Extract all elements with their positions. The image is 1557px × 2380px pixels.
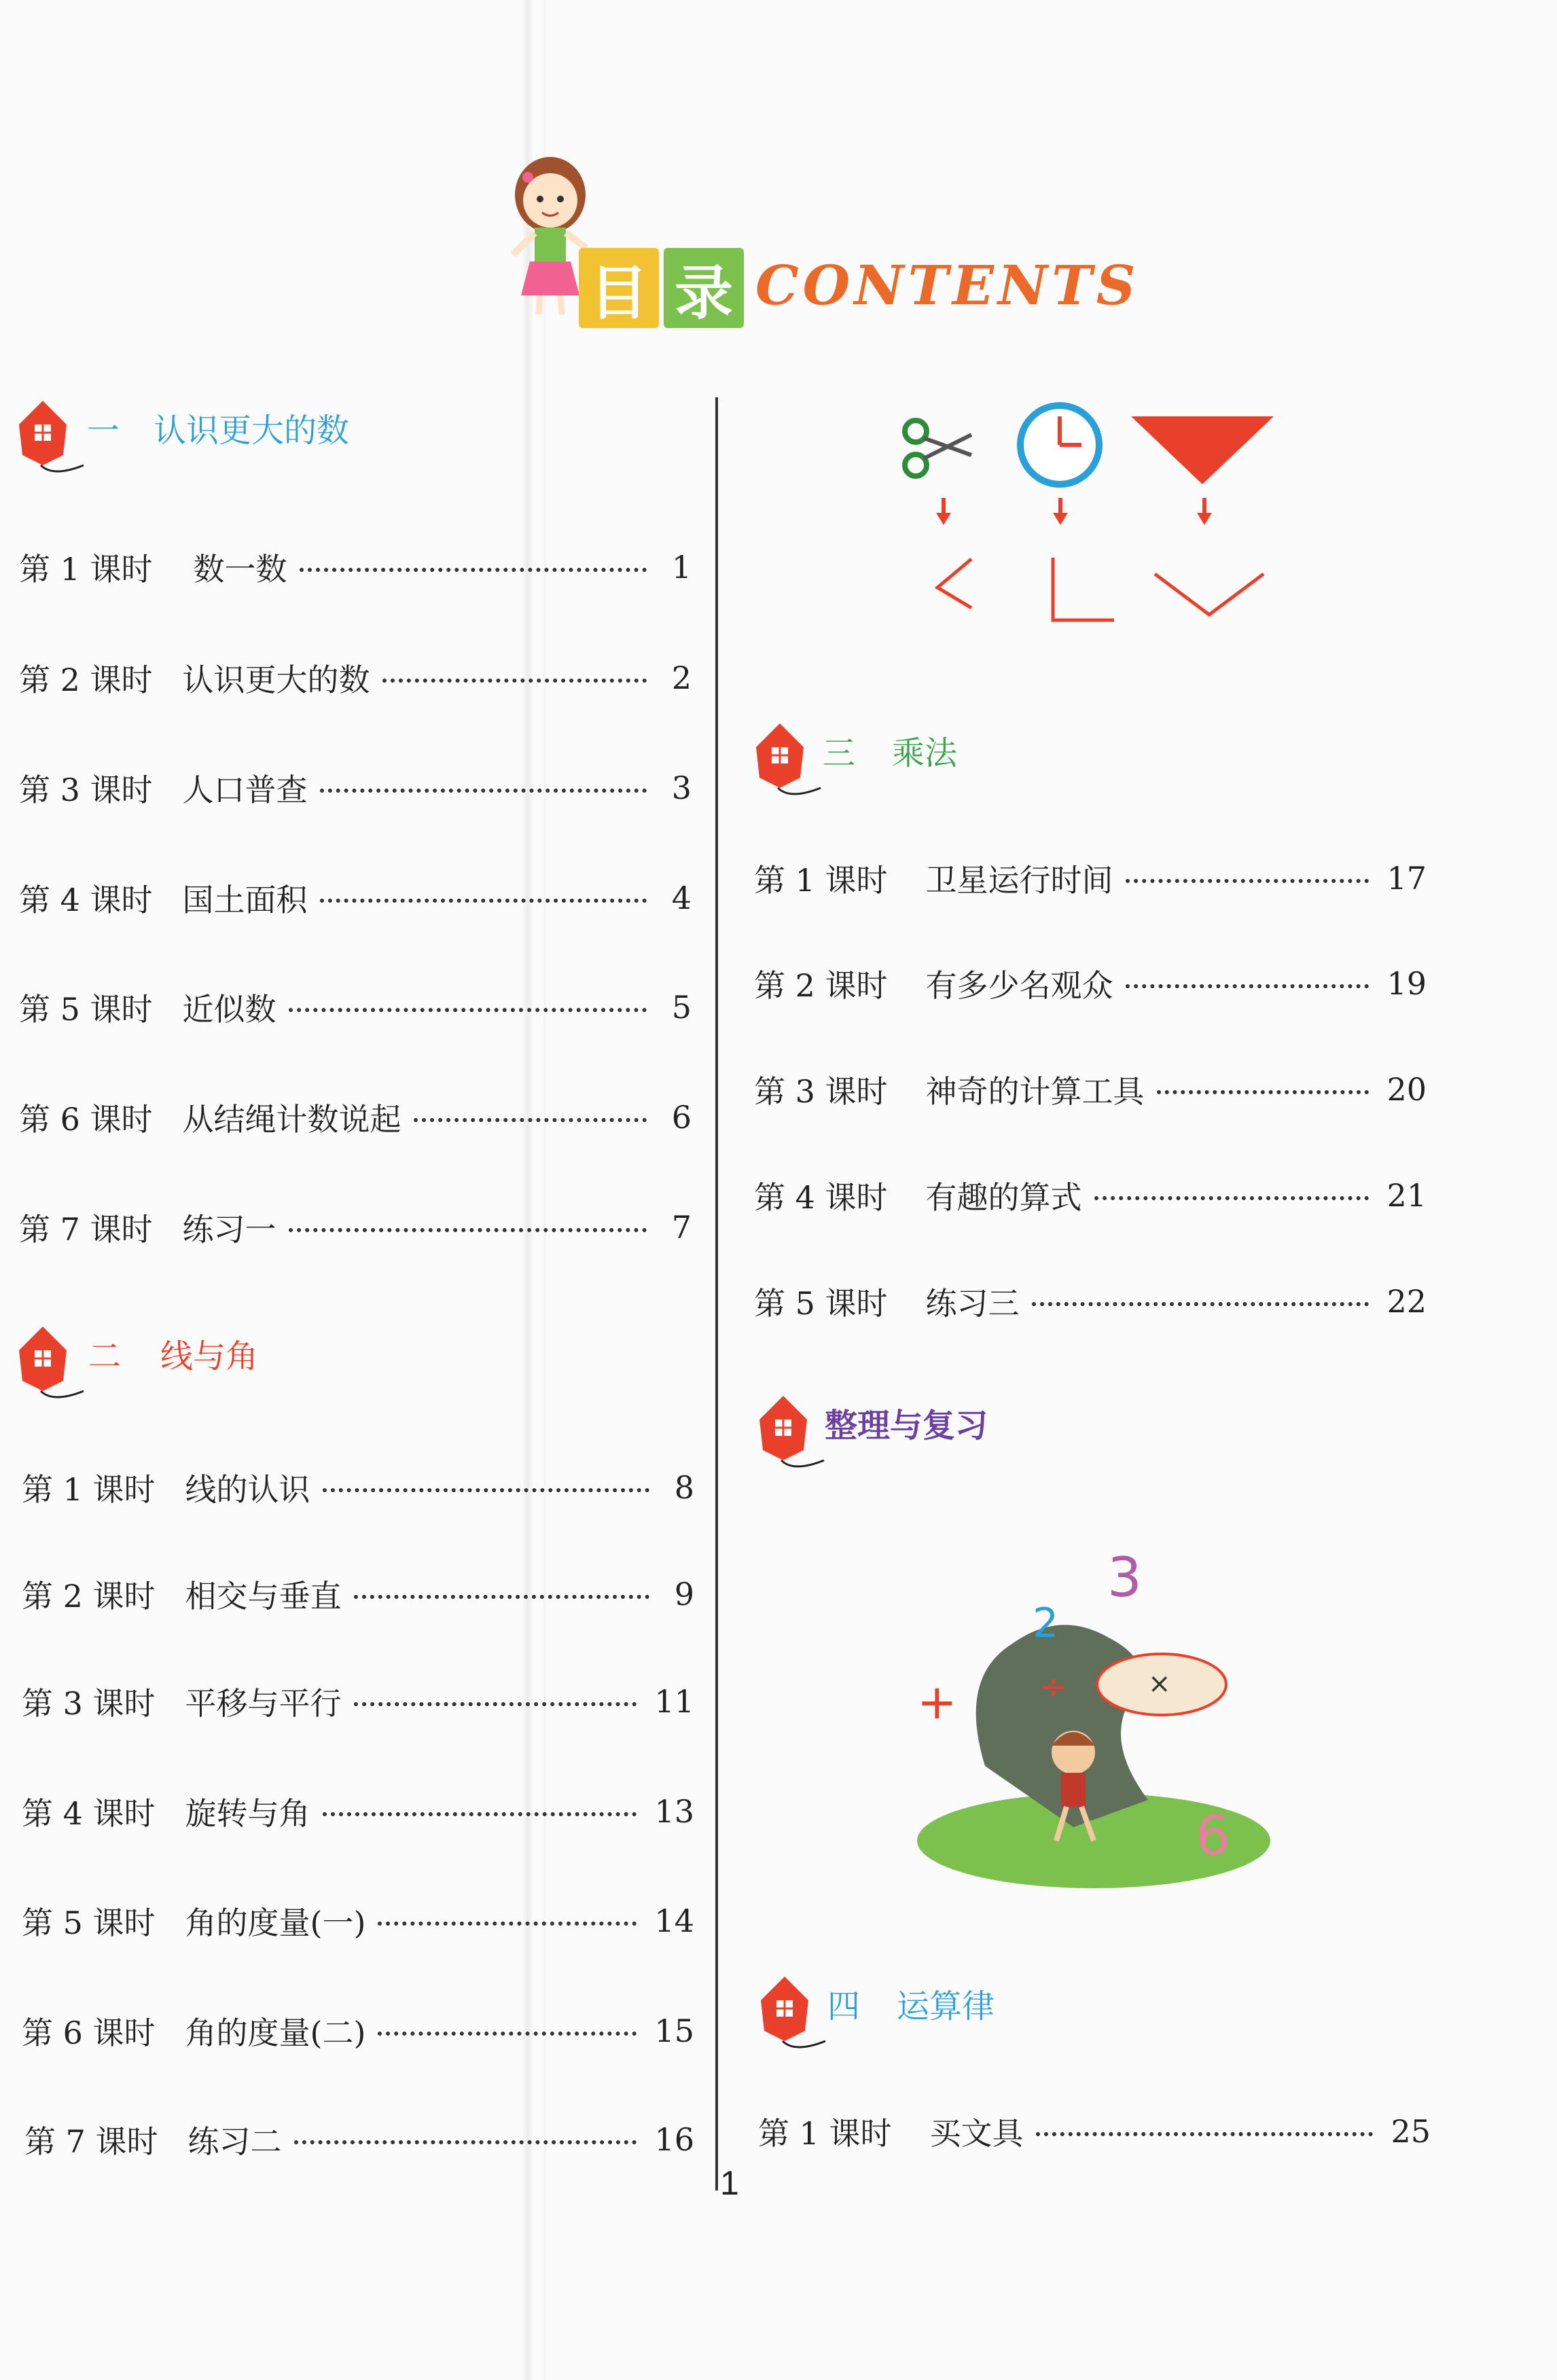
section-number: 四	[827, 1987, 861, 2025]
toc-entry[interactable]	[22, 1674, 694, 1729]
lesson-label: 第 5 课时	[754, 1285, 888, 1322]
page-number: 13	[654, 1793, 694, 1830]
dot-leader	[1126, 984, 1370, 988]
page-number: 21	[1386, 1177, 1427, 1214]
svg-text:+: +	[917, 1674, 957, 1730]
toc-entry[interactable]	[19, 1200, 692, 1255]
pencil-house-icon	[12, 397, 87, 479]
toc-entry[interactable]	[754, 1274, 1427, 1329]
page-number: 6	[671, 1099, 692, 1136]
pencil-house-icon	[749, 720, 824, 801]
lesson-label: 第 6 课时	[22, 2015, 156, 2051]
section-title: 乘法	[892, 734, 958, 772]
lesson-label: 第 3 课时	[19, 772, 153, 808]
toc-header	[489, 153, 1140, 329]
dot-leader	[354, 1595, 649, 1599]
toc-entry[interactable]	[22, 1894, 694, 1948]
dot-leader	[1036, 2132, 1374, 2136]
lesson-topic: 相交与垂直	[185, 1578, 342, 1615]
number-six: 6	[1196, 1804, 1230, 1867]
section-title: 运算律	[897, 1987, 995, 2025]
page-number: 11	[654, 1683, 694, 1720]
page-number: 22	[1386, 1283, 1427, 1320]
lesson-topic: 练习二	[187, 2123, 282, 2160]
number-three: 3	[1107, 1546, 1142, 1609]
page-footer-number: 1	[720, 2164, 739, 2202]
lesson-label: 第 2 课时	[22, 1578, 156, 1615]
lesson-label: 第 1 课时	[754, 862, 888, 899]
section-heading-review	[753, 1392, 1228, 1488]
down-arrows	[936, 498, 1212, 525]
lesson-topic: 卫星运行时间	[925, 862, 1113, 899]
page-number: 17	[1386, 860, 1427, 897]
section-number: 三	[823, 734, 856, 772]
lesson-label: 第 5 课时	[19, 991, 153, 1028]
pencil-house-icon	[754, 1973, 829, 2055]
column-divider	[715, 397, 718, 2190]
toc-entry[interactable]	[19, 651, 692, 705]
lesson-label: 第 4 课时	[19, 882, 153, 918]
section-heading-4	[754, 1973, 1230, 2068]
lesson-topic: 神奇的计算工具	[925, 1073, 1145, 1110]
svg-text:×: ×	[1148, 1668, 1171, 1699]
dot-leader	[289, 1228, 647, 1232]
lesson-label: 第 7 课时	[19, 1211, 153, 1248]
page-number: 15	[654, 2013, 694, 2049]
triangle-scarf-icon	[1131, 416, 1274, 484]
dot-leader	[294, 2140, 637, 2144]
dot-leader	[320, 899, 647, 903]
page-number: 20	[1386, 1071, 1427, 1108]
dot-leader	[289, 1008, 647, 1012]
lesson-topic: 人口普查	[182, 772, 308, 808]
lesson-label: 第 3 课时	[22, 1685, 156, 1722]
toc-entry[interactable]	[19, 980, 692, 1034]
lesson-topic: 有多少名观众	[925, 967, 1113, 1004]
page-number: 8	[674, 1469, 694, 1506]
dot-leader	[1157, 1090, 1370, 1094]
lesson-label: 第 1 课时	[758, 2115, 892, 2152]
lesson-label: 第 5 课时	[22, 1905, 156, 1941]
toc-entry[interactable]	[19, 871, 692, 925]
lesson-label: 第 4 课时	[22, 1795, 156, 1832]
toc-entry[interactable]	[19, 1090, 692, 1144]
lesson-topic: 国土面积	[182, 882, 308, 918]
lesson-label: 第 6 课时	[19, 1101, 153, 1138]
section-heading-2	[12, 1323, 488, 1418]
toc-entry[interactable]	[22, 1460, 694, 1515]
dot-leader	[1126, 879, 1370, 883]
page-number: 3	[671, 770, 692, 806]
lesson-topic: 数一数	[193, 551, 287, 588]
pencil-house-icon	[753, 1392, 827, 1474]
section-title: 线与角	[160, 1337, 259, 1375]
page-number: 7	[671, 1209, 692, 1246]
section-number: 一	[87, 412, 120, 450]
scissors-icon	[905, 420, 971, 476]
lesson-label: 第 3 课时	[754, 1073, 888, 1110]
number-two: 2	[1033, 1600, 1059, 1647]
title-char-mu: 目	[579, 248, 659, 328]
toc-entry[interactable]	[22, 1784, 694, 1839]
toc-entry[interactable]	[754, 956, 1427, 1011]
page-number: 25	[1391, 2113, 1431, 2150]
section-title: 整理与复习	[825, 1407, 988, 1445]
section-heading-1	[12, 397, 488, 492]
svg-text:÷: ÷	[1039, 1667, 1068, 1706]
page-number: 5	[671, 989, 692, 1026]
dot-leader	[1032, 1302, 1370, 1306]
dot-leader	[354, 1702, 637, 1706]
page-number: 2	[671, 660, 692, 696]
lesson-topic: 近似数	[182, 991, 276, 1028]
dot-leader	[300, 568, 647, 572]
lesson-topic: 角的度量(二)	[185, 2015, 366, 2051]
lesson-topic: 从结绳计数说起	[182, 1101, 401, 1138]
angle-shapes	[937, 558, 1264, 620]
title-char-lu: 录	[664, 248, 744, 328]
page-number: 1	[671, 549, 692, 585]
lesson-topic: 练习三	[925, 1285, 1020, 1322]
lesson-topic: 线的认识	[185, 1471, 310, 1508]
toc-entry[interactable]	[758, 2104, 1431, 2159]
lesson-label: 第 4 课时	[754, 1179, 888, 1216]
lesson-topic: 旋转与角	[185, 1795, 310, 1832]
dot-leader	[323, 1812, 637, 1816]
toc-entry[interactable]	[754, 1062, 1427, 1117]
lesson-topic: 买文具	[929, 2115, 1024, 2152]
girl-with-numbers-illustration	[903, 1542, 1284, 1895]
lesson-label: 第 2 课时	[19, 662, 153, 698]
lesson-topic: 角的度量(一)	[185, 1905, 366, 1941]
lesson-topic: 练习一	[182, 1211, 276, 1248]
lesson-topic: 平移与平行	[185, 1685, 342, 1722]
lesson-label: 第 7 课时	[24, 2123, 158, 2160]
toc-entry[interactable]	[19, 761, 692, 815]
page-number: 4	[671, 880, 692, 916]
dot-leader	[378, 1922, 637, 1926]
dot-leader	[320, 789, 647, 793]
dot-leader	[378, 2032, 637, 2036]
lesson-label: 第 1 课时	[19, 551, 153, 588]
page-number: 14	[654, 1903, 694, 1939]
contents-title: CONTENTS	[755, 253, 1140, 317]
dot-leader	[323, 1488, 649, 1492]
toc-entry[interactable]	[754, 1168, 1427, 1223]
lesson-label: 第 1 课时	[22, 1471, 156, 1508]
clock-icon	[1020, 405, 1099, 484]
toc-entry[interactable]	[754, 851, 1427, 905]
dot-leader	[382, 679, 647, 683]
lesson-topic: 有趣的算式	[925, 1179, 1082, 1216]
section-title: 认识更大的数	[154, 412, 350, 450]
toc-entry[interactable]	[24, 2112, 694, 2167]
lesson-topic: 认识更大的数	[182, 662, 370, 698]
section-number: 二	[88, 1337, 122, 1375]
dot-leader	[1094, 1196, 1370, 1200]
toc-entry[interactable]	[19, 540, 692, 594]
section-heading-3	[749, 720, 1225, 815]
page-number: 19	[1386, 965, 1427, 1002]
pencil-house-icon	[12, 1323, 87, 1405]
toc-entry[interactable]	[22, 2004, 694, 2058]
page-number: 9	[674, 1576, 694, 1612]
angles-from-objects-illustration	[897, 391, 1291, 635]
lesson-label: 第 2 课时	[754, 967, 888, 1004]
page-number: 16	[654, 2121, 694, 2158]
dot-leader	[414, 1118, 647, 1122]
toc-entry[interactable]	[22, 1567, 694, 1621]
